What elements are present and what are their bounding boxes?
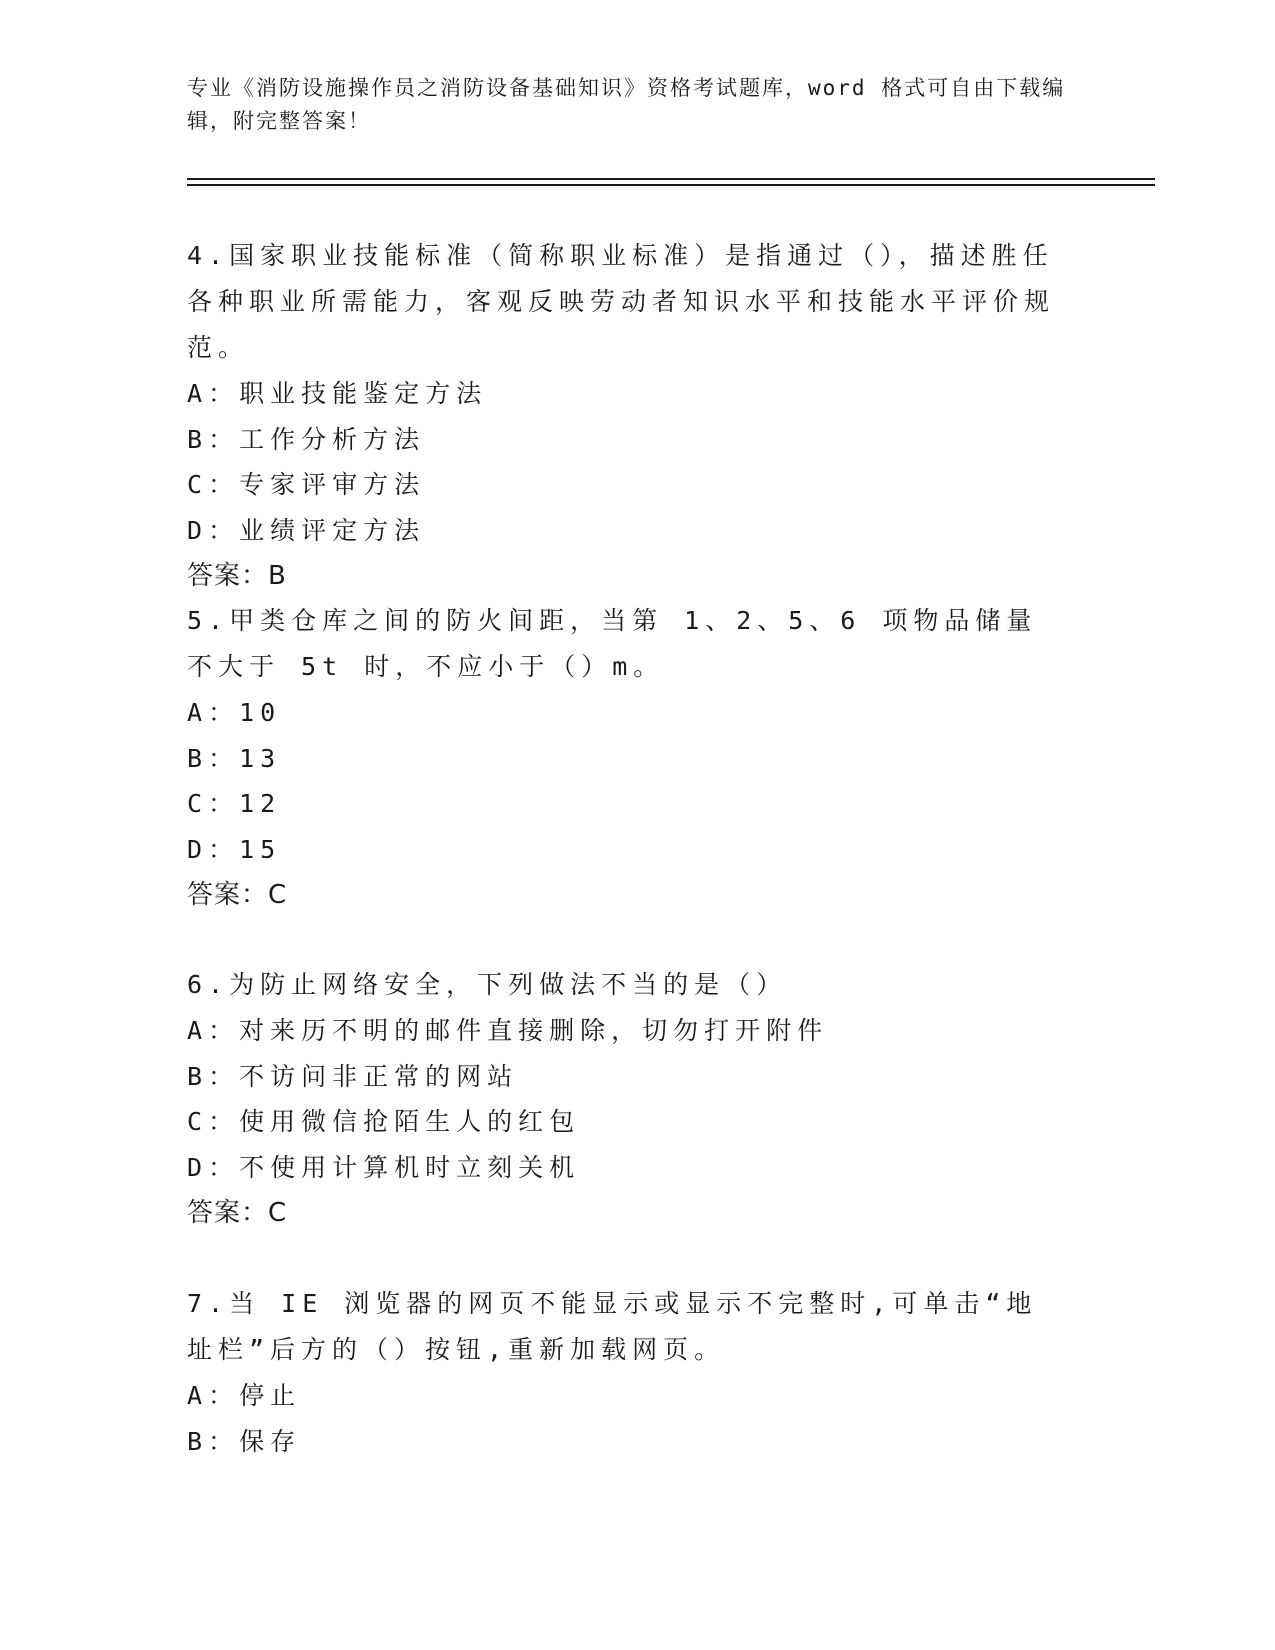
option-separator: ： (208, 470, 240, 499)
option-a (187, 371, 1067, 417)
question-6 (187, 962, 1067, 1236)
option-text: 15 (239, 834, 282, 864)
option-text: 不使用计算机时立刻关机 (239, 1152, 581, 1182)
option-separator: ： (208, 1381, 240, 1410)
option-letter: C (187, 470, 209, 499)
option-separator: ： (208, 515, 240, 545)
option-separator: ： (208, 1426, 240, 1456)
option-text: 使用微信抢陌生人的红包 (239, 1107, 581, 1136)
option-text: 专家评审方法 (239, 470, 426, 499)
option-text: 对来历不明的邮件直接删除，切勿打开附件 (239, 1016, 829, 1045)
answer-line: 答案：C (187, 880, 288, 910)
option-separator: ： (208, 1061, 240, 1091)
option-text: 保存 (239, 1426, 302, 1456)
question-5 (187, 598, 1067, 918)
document-intro: 专业《消防设施操作员之消防设备基础知识》资格考试题库，word 格式可自由下载编辑，附完整答案！ (187, 76, 1066, 133)
question-stem: 7.当 IE 浏览器的网页不能显示或显示不完整时,可单击“地址栏”后方的（）按钮,重新加载网页。 (187, 1289, 1038, 1364)
answer-line: 答案：B (187, 561, 287, 591)
option-letter: B (187, 1061, 209, 1091)
option-separator: ： (208, 834, 240, 864)
option-separator: ： (208, 789, 240, 818)
option-separator: ： (208, 379, 240, 408)
option-b (187, 1419, 1067, 1465)
option-letter: A (187, 379, 209, 408)
question-stem: 4.国家职业技能标准（简称职业标准）是指通过（），描述胜任各种职业所需能力，客观反映劳动者知识水平和技能水平评价规范。 (187, 241, 1056, 362)
option-text: 10 (239, 698, 282, 727)
option-d (187, 1145, 1067, 1191)
option-separator: ： (208, 698, 240, 727)
option-a (187, 1008, 1067, 1054)
option-separator: ： (208, 743, 240, 773)
option-letter: A (187, 1016, 209, 1045)
option-letter: A (187, 698, 209, 727)
option-letter: A (187, 1381, 209, 1410)
option-text: 12 (239, 789, 282, 818)
option-a (187, 690, 1067, 736)
option-text: 工作分析方法 (239, 424, 426, 454)
option-text: 停止 (239, 1381, 302, 1410)
option-separator: ： (208, 1016, 240, 1045)
question-stem: 5.甲类仓库之间的防火间距，当第 1、2、5、6 项物品储量不大于 5t 时，不应小于（）m。 (187, 606, 1038, 681)
option-letter: B (187, 743, 209, 773)
option-c (187, 781, 1067, 827)
option-letter: D (187, 834, 209, 864)
option-text: 职业技能鉴定方法 (239, 379, 488, 408)
option-letter: C (187, 1107, 209, 1136)
question-7 (187, 1281, 1067, 1464)
option-d (187, 827, 1067, 873)
option-text: 13 (239, 743, 282, 773)
option-b (187, 1054, 1067, 1100)
option-b (187, 417, 1067, 463)
option-letter: D (187, 1152, 209, 1182)
header-divider-top (187, 178, 1155, 180)
answer-line: 答案：C (187, 1198, 288, 1228)
option-separator: ： (208, 1107, 240, 1136)
option-separator: ： (208, 1152, 240, 1182)
option-letter: C (187, 789, 209, 818)
option-text: 业绩评定方法 (239, 515, 426, 545)
option-d (187, 508, 1067, 554)
option-separator: ： (208, 424, 240, 454)
header-divider-bottom (187, 184, 1155, 186)
option-b (187, 736, 1067, 782)
question-4 (187, 233, 1067, 599)
option-c (187, 462, 1067, 508)
question-stem: 6.为防止网络安全，下列做法不当的是（） (187, 970, 788, 999)
option-letter: B (187, 424, 209, 454)
option-c (187, 1099, 1067, 1145)
option-letter: B (187, 1426, 209, 1456)
option-text: 不访问非正常的网站 (239, 1061, 519, 1091)
option-letter: D (187, 515, 209, 545)
option-a (187, 1373, 1067, 1419)
